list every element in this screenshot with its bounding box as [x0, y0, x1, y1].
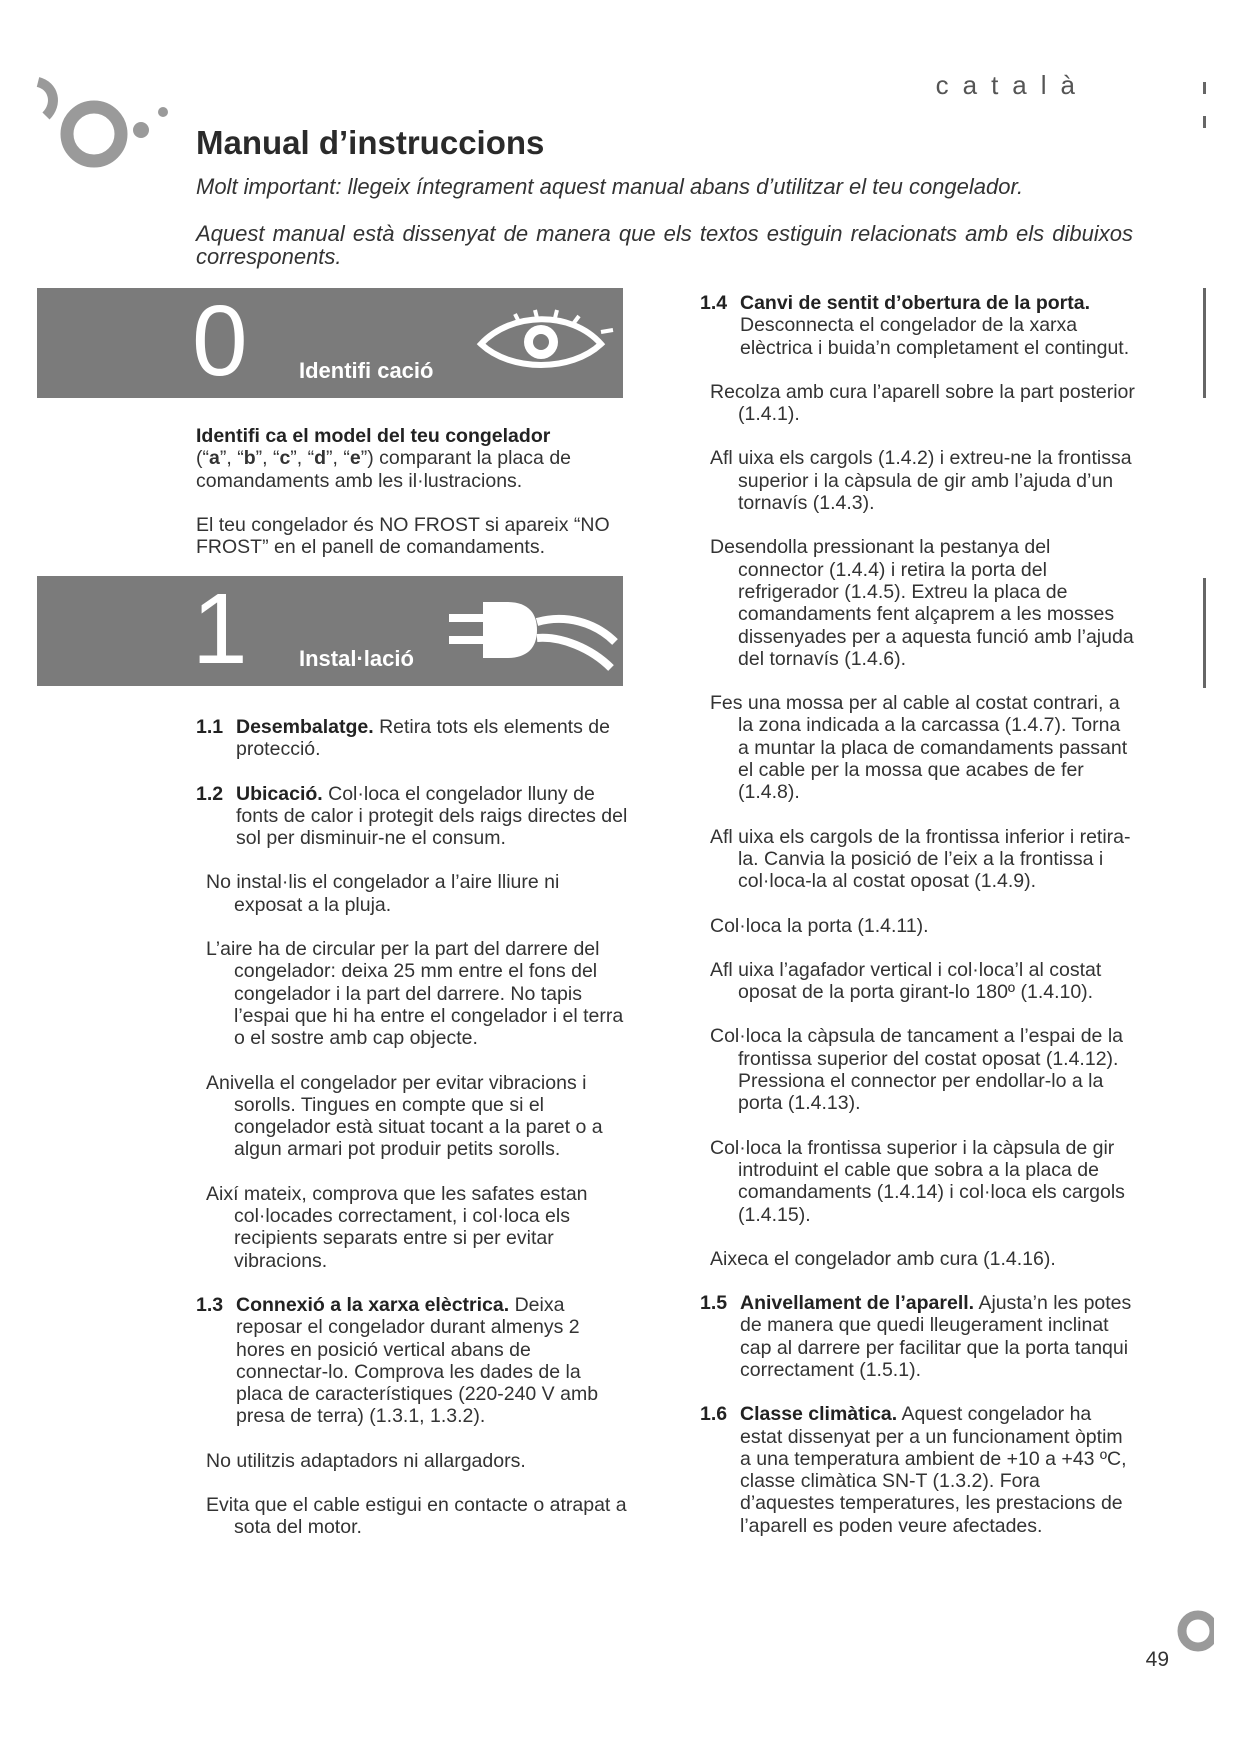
quote-open: (“ — [196, 447, 209, 470]
item-heading: Connexió a la xarxa elèctrica. — [236, 1293, 510, 1316]
item-number: 1.6 — [700, 1403, 728, 1426]
item-number: 1.5 — [700, 1292, 728, 1315]
paragraph: Afl uixa els cargols (1.4.2) i extreu-ne la frontissa superior i la càpsula de gir amb l’ajuda d’un tornavís (1.4.3). — [710, 447, 1132, 515]
brand-logo — [28, 76, 178, 186]
page-number: 49 — [1145, 1648, 1169, 1671]
page-subtitle: Molt important: llegeix íntegrament aquest manual abans d’utilitzar el teu congelador. — [196, 174, 1024, 199]
page-title: Manual d’instruccions — [196, 124, 545, 161]
paragraph: Col·loca la frontissa superior i la càpsula de gir introduint el cable que sobra a la placa de comandaments (1.4.14) i col·loca els cargols (1.4.15). — [710, 1136, 1125, 1226]
margin-bar — [1203, 288, 1206, 398]
item-text: Deixa reposar el congelador durant almenys 2 hores en posició vertical abans de connectar-lo. Comprova les dades de la placa de característiques (220-240 V amb presa de terra) (1.3.1, 1.3.2). — [236, 1293, 599, 1428]
section-1-banner — [37, 573, 623, 686]
section-0-banner — [37, 285, 623, 398]
model-tail: ”) comparant la placa de comandaments amb les il·lustracions. — [196, 447, 572, 492]
section-label: Identifi cació — [299, 358, 434, 383]
section-number: 1 — [192, 573, 248, 685]
paragraph: Col·loca la càpsula de tancament a l’espai de la frontissa superior del costat oposat (1.4.12). Pressiona el connector per endollar-lo a la porta (1.4.13). — [710, 1025, 1123, 1115]
item-1-2 — [196, 783, 628, 850]
item-text: Col·loca el congelador lluny de fonts de calor i protegit dels raigs directes del sol per disminuir-ne el consum. — [236, 782, 628, 850]
item-heading: Anivellament de l’aparell. — [740, 1292, 975, 1315]
model-letter: e — [349, 447, 361, 470]
item-number: 1.3 — [196, 1293, 224, 1316]
paragraph: L’aire ha de circular per la part del darrere del congelador: deixa 25 mm entre el fons del congelador i la part del darrere. No tapis l’espai que hi ha entre el congelador i el terra o el sostre amb cap objecte. — [206, 938, 624, 1050]
paragraph: Fes una mossa per al cable al costat contrari, a la zona indicada a la carcassa (1.4.7). Torna a muntar la placa de comandaments passant el cable per la mossa que acabes de fer (1.4.8). — [710, 692, 1128, 804]
paragraph: Aixeca el congelador amb cura (1.4.16). — [710, 1247, 1056, 1270]
paragraph: No utilitzis adaptadors ni allargadors. — [206, 1449, 526, 1472]
eye-icon — [475, 306, 617, 378]
intro-text: Aquest manual està dissenyat de manera que els textos estiguin relacionats amb els dibuixos corresponents. — [196, 221, 1133, 269]
section-label: Instal·lació — [299, 646, 414, 671]
model-letter: a — [209, 447, 220, 470]
margin-tick — [1203, 116, 1206, 128]
paragraph: Afl uixa els cargols de la frontissa inferior i retira-la. Canvia la posició de l’eix a la frontissa i col·loca-la al costat oposat (1.4.9). — [710, 825, 1131, 893]
model-letter: d — [314, 447, 327, 470]
paragraph: Desendolla pressionant la pestanya del connector (1.4.4) i retira la porta del refrigerador (1.4.5). Extreu la placa de comandaments fent alçaprem a les mosses dissenyades per a aquesta funció amb l’ajuda del tornavís (1.4.6). — [710, 536, 1134, 670]
item-text: Ajusta’n les potes de manera que quedi lleugerament inclinat cap al darrere per facilitar que la porta tanqui correctament (1.5.1). — [740, 1292, 1132, 1381]
section-1-text — [196, 716, 628, 1561]
section-number: 0 — [192, 285, 248, 397]
item-heading: Ubicació. — [236, 782, 323, 805]
item-heading: Canvi de sentit d’obertura de la porta. — [740, 292, 1090, 314]
item-heading: Desembalatge. — [236, 716, 374, 738]
nofrost-paragraph: El teu congelador és NO FROST si apareix “NO FROST” en el panell de comandaments. — [196, 513, 610, 559]
model-letter: b — [243, 447, 256, 470]
paragraph: Col·loca la porta (1.4.11). — [710, 914, 929, 937]
paragraph: Així mateix, comprova que les safates estan col·locades correctament, i col·loca els recipients separats entre si per evitar vibracions. — [206, 1182, 588, 1272]
plug-icon — [445, 588, 621, 674]
paragraph: Afl uixa l’agafador vertical i col·loca’l al costat oposat de la porta girant-lo 180º (1.4.10). — [710, 958, 1102, 1004]
item-text: Retira tots els elements de protecció. — [236, 716, 610, 761]
item-heading: Classe climàtica. — [740, 1403, 898, 1426]
section-0-text — [196, 425, 626, 580]
corner-ring-icon — [1170, 1606, 1214, 1656]
item-text: Desconnecta el congelador de la xarxa elèctrica i buida’n completament el contingut. — [740, 314, 1130, 359]
margin-tick — [1203, 82, 1206, 94]
model-heading: Identifi ca el model del teu congelador — [196, 425, 551, 447]
right-column — [700, 292, 1136, 1559]
item-number: 1.2 — [196, 782, 224, 805]
model-letter: c — [279, 447, 291, 470]
item-1-3 — [196, 1294, 628, 1428]
item-1-4 — [700, 292, 1136, 359]
item-number: 1.1 — [196, 716, 224, 738]
item-text: Aquest congelador ha estat dissenyat per a un funcionament òptim a una temperatura ambient de +10 a +43 ºC, classe climàtica SN-T (1.3.2). Fora d’aquestes temperatures, les prestacions de l’aparell es poden veure afectades. — [740, 1403, 1127, 1537]
paragraph: Evita que el cable estigui en contacte o atrapat a sota del motor. — [206, 1494, 627, 1539]
paragraph: No instal·lis el congelador a l’aire lliure ni exposat a la pluja. — [206, 871, 560, 916]
margin-bar — [1203, 578, 1206, 688]
item-1-6 — [700, 1403, 1136, 1537]
paragraph: Anivella el congelador per evitar vibracions i sorolls. Tingues en compte que si el congelador està situat tocant a la paret o a algun armari pot produir petits sorolls. — [206, 1071, 603, 1161]
item-number: 1.4 — [700, 292, 728, 314]
item-1-1 — [196, 716, 628, 761]
language-label: català — [935, 70, 1089, 100]
paragraph: Recolza amb cura l’aparell sobre la part posterior (1.4.1). — [710, 380, 1135, 426]
model-paragraph: Identifi ca el model del teu congelador (“a”, “b”, “c”, “d”, “e”) comparant la placa de comandaments amb les il·lustracions. — [196, 425, 572, 492]
item-1-5 — [700, 1292, 1136, 1381]
